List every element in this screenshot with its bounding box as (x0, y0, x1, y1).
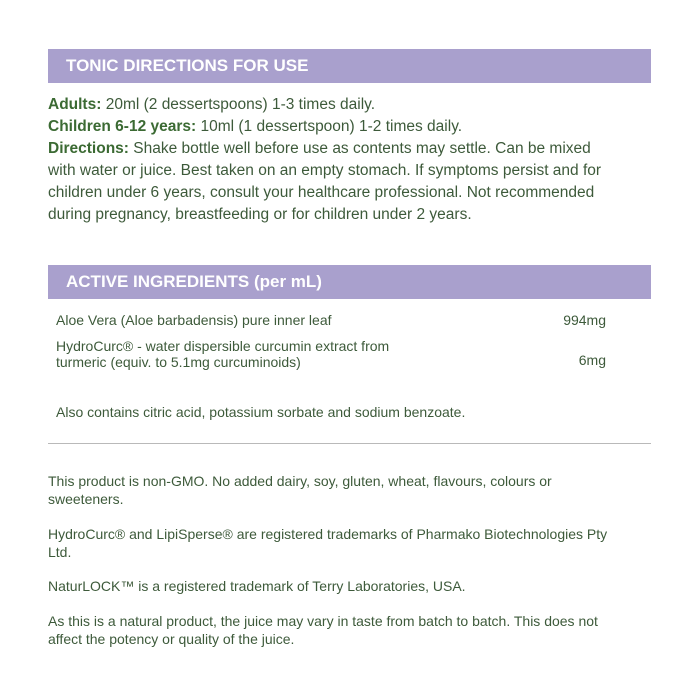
hydrocurc-trademark-note: HydroCurc® and LipiSperse® are registered trademarks of Pharmako Biotechnologies Pty Ltd. (48, 526, 608, 560)
naturlock-trademark-note: NaturLOCK™ is a registered trademark of Terry Laboratories, USA. (48, 578, 466, 594)
section-divider (48, 443, 651, 444)
children-label: Children 6-12 years: (48, 118, 197, 135)
active-ingredients-heading (48, 265, 651, 299)
active-ingredients-heading-text: ACTIVE INGREDIENTS (per mL) (66, 272, 322, 291)
ingredient-amount: 994mg (563, 312, 606, 328)
adults-label: Adults: (48, 96, 102, 113)
directions-paragraph (48, 138, 608, 226)
ingredient-name: HydroCurc® - water dispersible curcumin extract from turmeric (equiv. to 5.1mg curcuminoids) (56, 338, 390, 370)
tonic-directions-heading-text: TONIC DIRECTIONS FOR USE (66, 56, 309, 75)
ingredient-amount: 6mg (578, 352, 606, 368)
tonic-directions-heading (48, 49, 651, 83)
ingredient-name: Aloe Vera (Aloe barbadensis) pure inner leaf (56, 312, 332, 328)
adults-line (48, 94, 608, 116)
ingredient-row (56, 338, 606, 372)
directions-body: Shake bottle well before use as contents may settle. Can be mixed with water or juice. Best taken on an empty stomach. If symptoms persist and for children under 6 years, consult your healthcare professional. Not recommended during pregnancy, breastfeeding or for children under 2 years. (48, 140, 602, 223)
ingredient-row (56, 312, 606, 330)
children-line (48, 116, 608, 138)
tonic-directions-text (48, 94, 608, 226)
children-dose: 10ml (1 dessertspoon) 1-2 times daily. (196, 118, 463, 135)
adults-dose: 20ml (2 dessertspoons) 1-3 times daily. (101, 96, 376, 113)
directions-label: Directions: (48, 140, 129, 157)
also-contains-text: Also contains citric acid, potassium sorbate and sodium benzoate. (56, 404, 466, 420)
non-gmo-note: This product is non-GMO. No added dairy, soy, gluten, wheat, flavours, colours or sweeteners. (48, 473, 552, 507)
natural-product-note: As this is a natural product, the juice may vary in taste from batch to batch. This does not affect the potency or quality of the juice. (48, 613, 598, 647)
